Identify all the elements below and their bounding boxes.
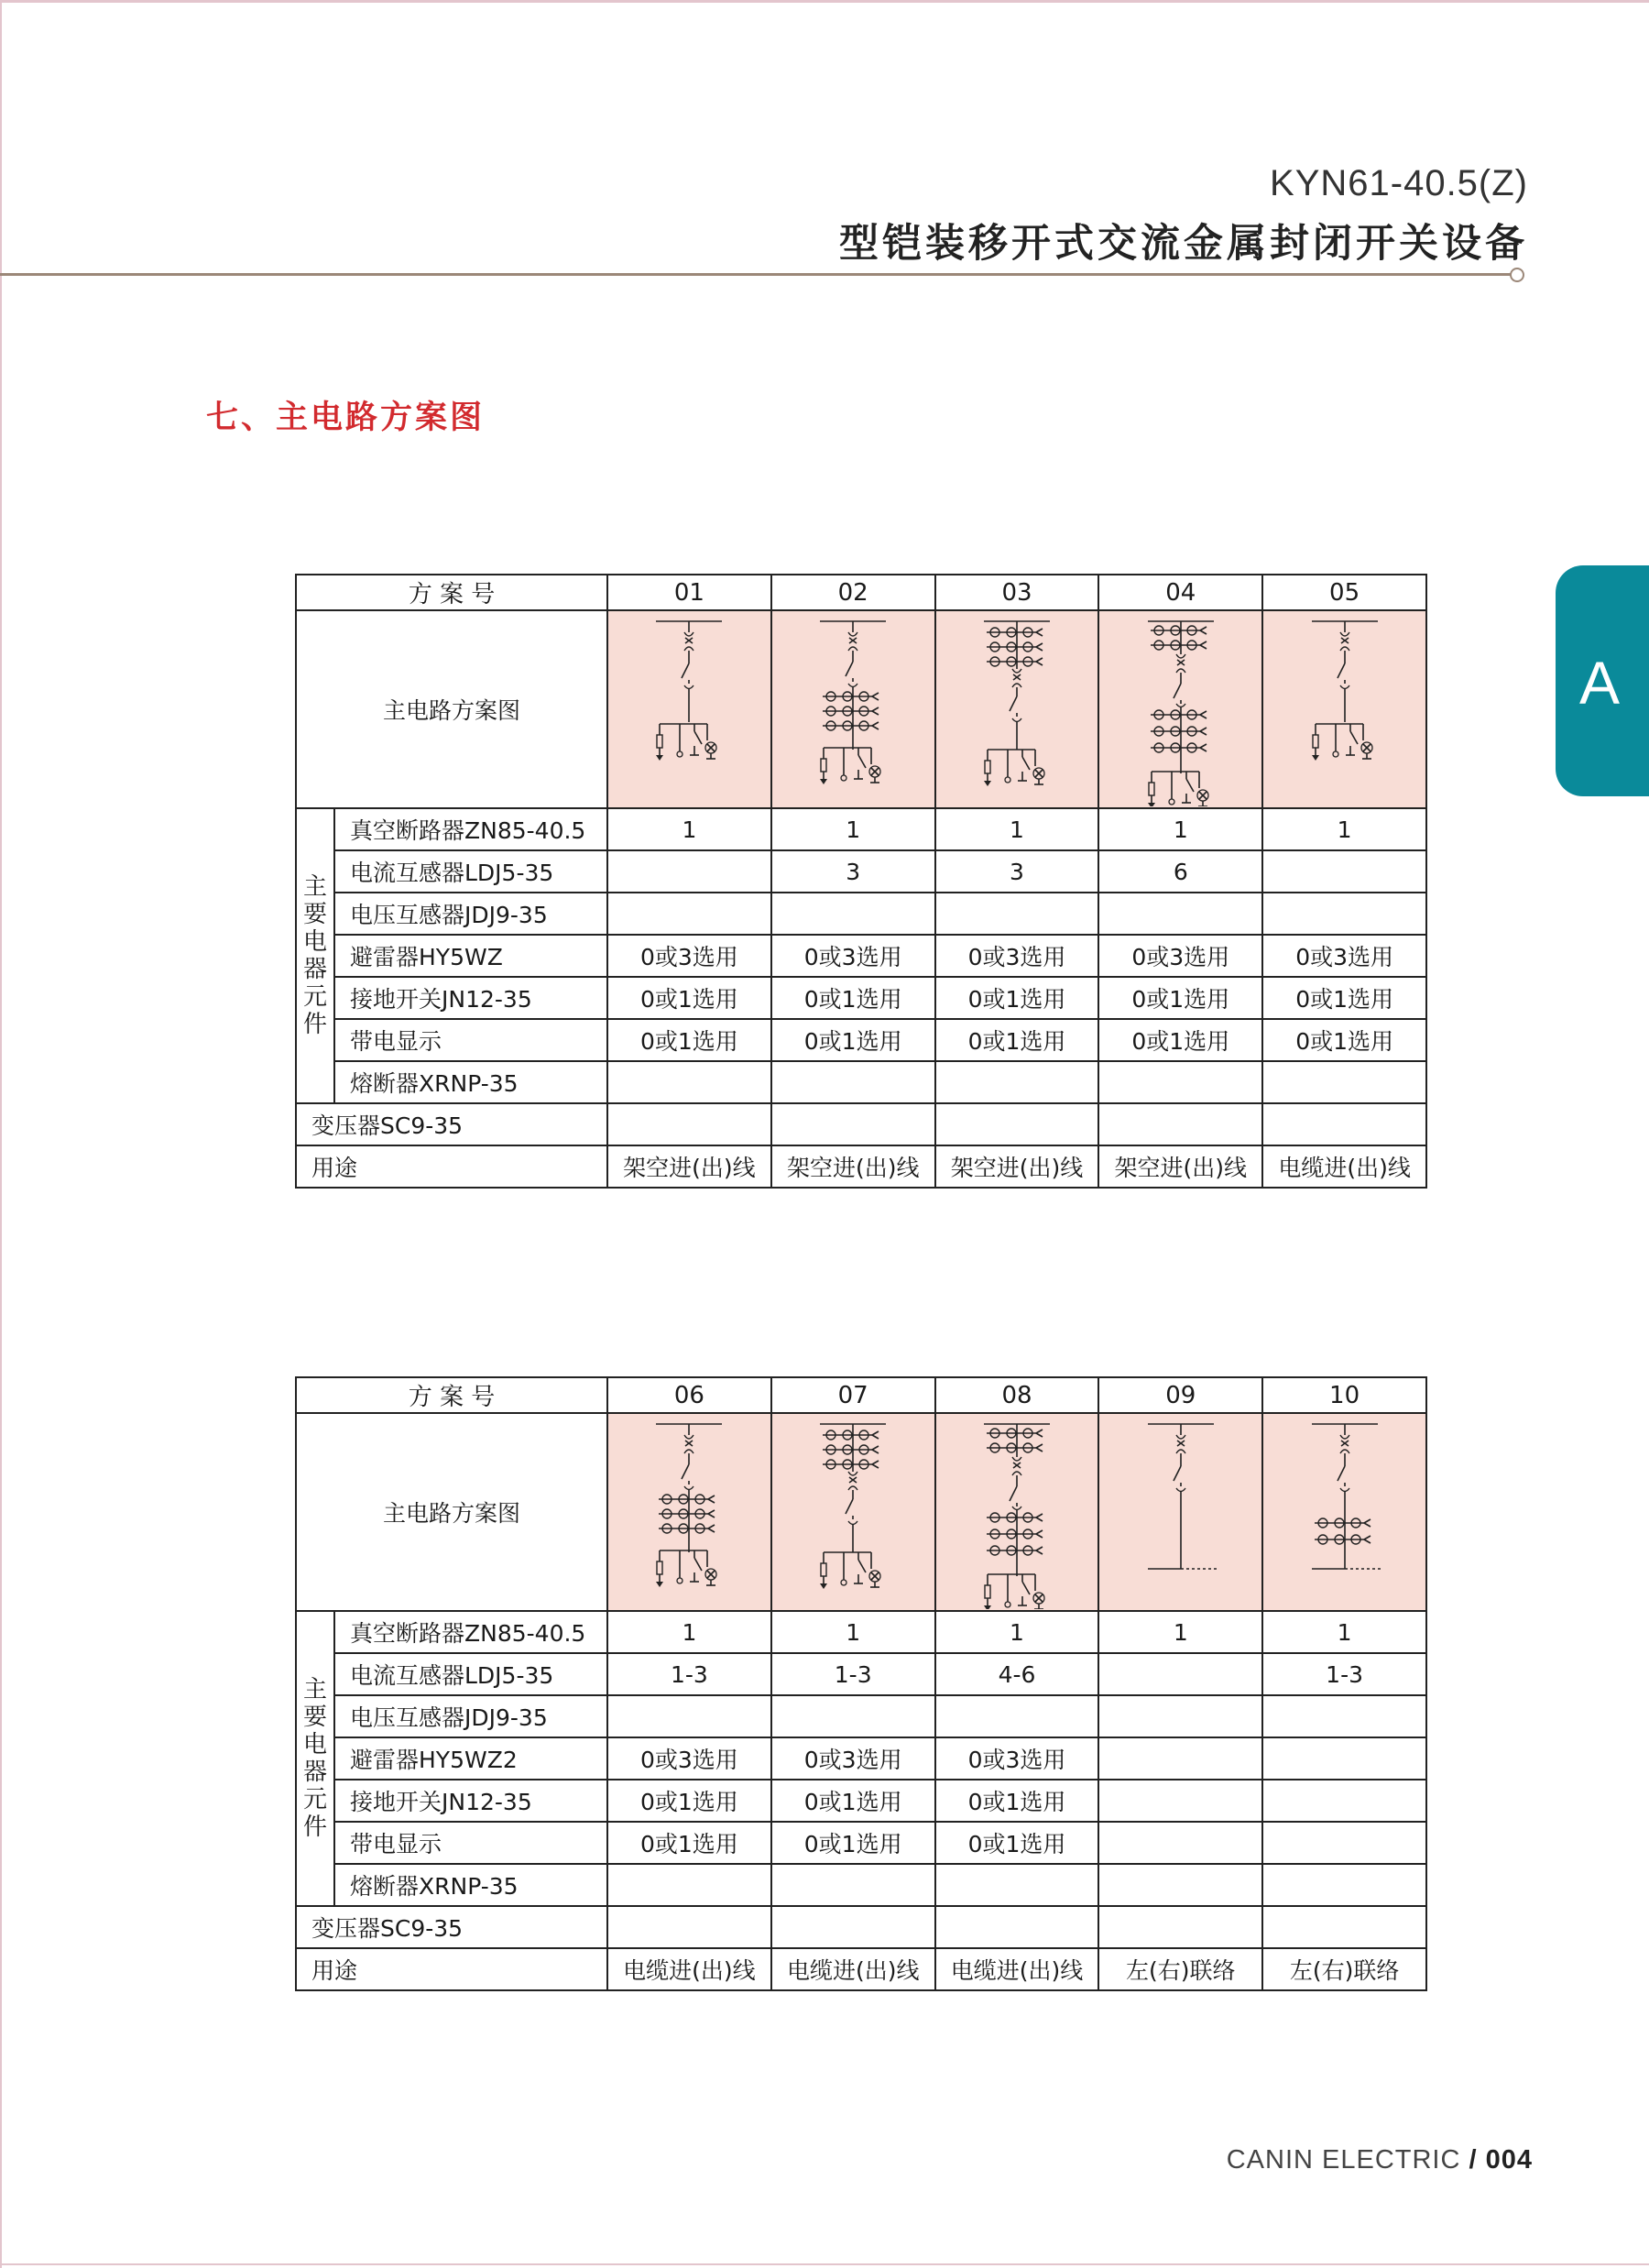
- scheme-number-label: 方 案 号: [296, 1377, 607, 1413]
- header-rule: [0, 273, 1512, 276]
- table-cell: [1262, 1864, 1426, 1906]
- table-cell: 1: [1098, 1611, 1262, 1653]
- table-cell: 0或3选用: [771, 1737, 935, 1780]
- table-row: [296, 1780, 1426, 1822]
- table-row: [296, 1948, 1426, 1990]
- scheme-number: 09: [1098, 1377, 1262, 1413]
- table-row: [296, 1653, 1426, 1695]
- table-cell: 架空进(出)线: [1098, 1145, 1262, 1188]
- table-cell: [1098, 1103, 1262, 1145]
- row-label: 真空断路器ZN85-40.5: [334, 1611, 607, 1653]
- table-row: [296, 808, 1426, 850]
- table-cell: [1262, 1737, 1426, 1780]
- table-cell: 4-6: [935, 1653, 1099, 1695]
- table-cell: [607, 1906, 771, 1948]
- table-cell: [771, 893, 935, 935]
- table-cell: 1-3: [771, 1653, 935, 1695]
- table-cell: [1098, 1780, 1262, 1822]
- table-row: [296, 893, 1426, 935]
- table-cell: 0或1选用: [771, 1780, 935, 1822]
- table-cell: [771, 1695, 935, 1737]
- circuit-diagram-icon: [938, 612, 1096, 806]
- circuit-diagram-icon: [1102, 612, 1260, 806]
- scheme-number: 02: [771, 575, 935, 610]
- category-char: 件: [302, 1813, 327, 1841]
- row-label: 电压互感器JDJ9-35: [334, 1695, 607, 1737]
- circuit-diagram-icon: [938, 1415, 1096, 1609]
- category-char: 电: [302, 1731, 327, 1759]
- table-cell: 6: [1098, 850, 1262, 893]
- table-row: [296, 1737, 1426, 1780]
- table-cell: [1098, 893, 1262, 935]
- table-cell: 0或3选用: [607, 935, 771, 977]
- product-subtitle: 型铠装移开式交流金属封闭开关设备: [839, 221, 1528, 267]
- category-char: 要: [302, 901, 327, 928]
- page-frame-bottom: [0, 2263, 1649, 2265]
- table-cell: 电缆进(出)线: [607, 1948, 771, 1990]
- table-cell: 0或1选用: [607, 1822, 771, 1864]
- table-cell: [1262, 1103, 1426, 1145]
- circuit-diagram-icon: [1102, 1415, 1260, 1609]
- scheme-number: 03: [935, 575, 1099, 610]
- circuit-diagram: [1262, 610, 1426, 808]
- table-row: [296, 1695, 1426, 1737]
- header-rule-dot: [1510, 268, 1524, 282]
- table-cell: [771, 1061, 935, 1103]
- row-label: 电压互感器JDJ9-35: [334, 893, 607, 935]
- table-cell: [1262, 1061, 1426, 1103]
- scheme-number: 04: [1098, 575, 1262, 610]
- table-cell: [1098, 1653, 1262, 1695]
- table-cell: [1262, 850, 1426, 893]
- row-label: 用途: [296, 1948, 607, 1990]
- category-char: 要: [302, 1704, 327, 1731]
- circuit-diagram-icon: [1266, 1415, 1424, 1609]
- table-cell: 电缆进(出)线: [771, 1948, 935, 1990]
- table-cell: [1262, 1780, 1426, 1822]
- table-cell: 0或1选用: [1098, 977, 1262, 1019]
- category-char: 主: [302, 1676, 327, 1704]
- table-cell: 1: [1098, 808, 1262, 850]
- page-frame-top: [0, 0, 1649, 3]
- category-char: 器: [302, 1759, 327, 1786]
- circuit-diagram-icon: [610, 612, 768, 806]
- table-cell: 1-3: [607, 1653, 771, 1695]
- table-cell: [1262, 1822, 1426, 1864]
- circuit-diagram: [935, 1413, 1099, 1611]
- row-label: 电流互感器LDJ5-35: [334, 1653, 607, 1695]
- table-cell: 0或1选用: [935, 1019, 1099, 1061]
- table-cell: 1: [771, 1611, 935, 1653]
- table-cell: 0或1选用: [1098, 1019, 1262, 1061]
- side-tab-label: A: [1578, 649, 1620, 717]
- category-char: 元: [302, 1786, 327, 1813]
- table-cell: [607, 1864, 771, 1906]
- table-cell: 0或1选用: [1262, 977, 1426, 1019]
- category-label: [296, 1611, 334, 1906]
- circuit-diagram-icon: [610, 1415, 768, 1609]
- header-row: [296, 1377, 1426, 1413]
- table-row: [296, 1103, 1426, 1145]
- section-title: 七、主电路方案图: [206, 400, 486, 436]
- table-row: [296, 977, 1426, 1019]
- scheme-number: 01: [607, 575, 771, 610]
- row-label: 用途: [296, 1145, 607, 1188]
- table-cell: [935, 1103, 1099, 1145]
- row-label: 接地开关JN12-35: [334, 977, 607, 1019]
- table-cell: [1262, 1695, 1426, 1737]
- scheme-number: 10: [1262, 1377, 1426, 1413]
- table-row: [296, 935, 1426, 977]
- table-row: [296, 1145, 1426, 1188]
- table-cell: [1098, 1737, 1262, 1780]
- table-cell: 1-3: [1262, 1653, 1426, 1695]
- table-cell: [1098, 1906, 1262, 1948]
- diagram-row-label: 主电路方案图: [296, 610, 607, 808]
- table-cell: 0或1选用: [771, 977, 935, 1019]
- table-cell: 1: [1262, 1611, 1426, 1653]
- table-cell: 1: [771, 808, 935, 850]
- category-label: [296, 808, 334, 1103]
- row-label: 接地开关JN12-35: [334, 1780, 607, 1822]
- brand-name: CANIN ELECTRIC: [1226, 2145, 1461, 2175]
- row-label: 变压器SC9-35: [296, 1906, 607, 1948]
- table-cell: [1098, 1822, 1262, 1864]
- table-row: [296, 1864, 1426, 1906]
- scheme-table-2: [295, 1376, 1427, 1991]
- table-cell: 0或1选用: [607, 977, 771, 1019]
- diagram-row-label: 主电路方案图: [296, 1413, 607, 1611]
- table-cell: [607, 1061, 771, 1103]
- table-cell: 1: [607, 808, 771, 850]
- table-cell: [1262, 893, 1426, 935]
- table-cell: 架空进(出)线: [771, 1145, 935, 1188]
- table-cell: 0或3选用: [1098, 935, 1262, 977]
- table-cell: [935, 1906, 1099, 1948]
- table-cell: 1: [607, 1611, 771, 1653]
- table-cell: 1: [935, 1611, 1099, 1653]
- scheme-number-label: 方 案 号: [296, 575, 607, 610]
- scheme-number: 07: [771, 1377, 935, 1413]
- page-footer: [1227, 2145, 1533, 2175]
- circuit-diagram: [771, 610, 935, 808]
- page-frame-left: [0, 0, 2, 2268]
- row-label: 避雷器HY5WZ2: [334, 1737, 607, 1780]
- row-label: 熔断器XRNP-35: [334, 1864, 607, 1906]
- table-cell: 电缆进(出)线: [935, 1948, 1099, 1990]
- circuit-diagram-icon: [1266, 612, 1424, 806]
- header-row: [296, 575, 1426, 610]
- table-cell: 左(右)联络: [1098, 1948, 1262, 1990]
- circuit-diagram-icon: [774, 612, 932, 806]
- category-char: 件: [302, 1011, 327, 1038]
- table-row: [296, 1822, 1426, 1864]
- table-cell: [935, 893, 1099, 935]
- page-number: 004: [1485, 2145, 1533, 2175]
- row-label: 带电显示: [334, 1019, 607, 1061]
- table-row: [296, 1906, 1426, 1948]
- table-cell: [1098, 1864, 1262, 1906]
- table-cell: [935, 1695, 1099, 1737]
- table-row: [296, 1019, 1426, 1061]
- table-cell: 0或1选用: [607, 1019, 771, 1061]
- circuit-diagram: [1098, 1413, 1262, 1611]
- category-char: 电: [302, 928, 327, 956]
- row-label: 避雷器HY5WZ: [334, 935, 607, 977]
- table-cell: [771, 1906, 935, 1948]
- category-char: 元: [302, 983, 327, 1011]
- table-cell: 架空进(出)线: [935, 1145, 1099, 1188]
- circuit-diagram: [935, 610, 1099, 808]
- table-cell: [607, 1103, 771, 1145]
- table-cell: [607, 850, 771, 893]
- circuit-diagram: [607, 610, 771, 808]
- table-cell: 0或3选用: [607, 1737, 771, 1780]
- table-cell: 1: [935, 808, 1099, 850]
- table-cell: [1262, 1906, 1426, 1948]
- category-char: 器: [302, 956, 327, 983]
- diagram-row: [296, 1413, 1426, 1611]
- circuit-diagram: [1098, 610, 1262, 808]
- row-label: 电流互感器LDJ5-35: [334, 850, 607, 893]
- table-cell: [771, 1103, 935, 1145]
- scheme-number: 06: [607, 1377, 771, 1413]
- table-cell: 0或1选用: [771, 1019, 935, 1061]
- table-cell: [771, 1864, 935, 1906]
- row-label: 变压器SC9-35: [296, 1103, 607, 1145]
- table-cell: [607, 893, 771, 935]
- circuit-diagram: [607, 1413, 771, 1611]
- table-row: [296, 850, 1426, 893]
- product-model: KYN61-40.5(Z): [1270, 163, 1528, 203]
- circuit-diagram: [771, 1413, 935, 1611]
- table-cell: 0或3选用: [935, 1737, 1099, 1780]
- table-cell: 1: [1262, 808, 1426, 850]
- diagram-row: [296, 610, 1426, 808]
- row-label: 真空断路器ZN85-40.5: [334, 808, 607, 850]
- table-cell: [935, 1864, 1099, 1906]
- table-row: [296, 1061, 1426, 1103]
- row-label: 带电显示: [334, 1822, 607, 1864]
- table-cell: 0或3选用: [1262, 935, 1426, 977]
- table-cell: [935, 1061, 1099, 1103]
- scheme-table-1: [295, 574, 1427, 1189]
- scheme-number: 08: [935, 1377, 1099, 1413]
- table-cell: 0或1选用: [607, 1780, 771, 1822]
- side-tab[interactable]: [1556, 565, 1649, 796]
- table-cell: 0或1选用: [935, 977, 1099, 1019]
- table-cell: 0或1选用: [1262, 1019, 1426, 1061]
- table-cell: 0或1选用: [771, 1822, 935, 1864]
- scheme-number: 05: [1262, 575, 1426, 610]
- table-cell: 左(右)联络: [1262, 1948, 1426, 1990]
- table-cell: 3: [935, 850, 1099, 893]
- circuit-diagram: [1262, 1413, 1426, 1611]
- table-cell: 0或3选用: [935, 935, 1099, 977]
- circuit-diagram-icon: [774, 1415, 932, 1609]
- table-cell: 0或1选用: [935, 1822, 1099, 1864]
- table-cell: 0或1选用: [935, 1780, 1099, 1822]
- table-cell: [1098, 1695, 1262, 1737]
- row-label: 熔断器XRNP-35: [334, 1061, 607, 1103]
- category-char: 主: [302, 873, 327, 901]
- table-cell: 架空进(出)线: [607, 1145, 771, 1188]
- table-row: [296, 1611, 1426, 1653]
- table-cell: 3: [771, 850, 935, 893]
- table-cell: [607, 1695, 771, 1737]
- table-cell: 电缆进(出)线: [1262, 1145, 1426, 1188]
- table-cell: 0或3选用: [771, 935, 935, 977]
- footer-slash: /: [1469, 2145, 1478, 2175]
- table-cell: [1098, 1061, 1262, 1103]
